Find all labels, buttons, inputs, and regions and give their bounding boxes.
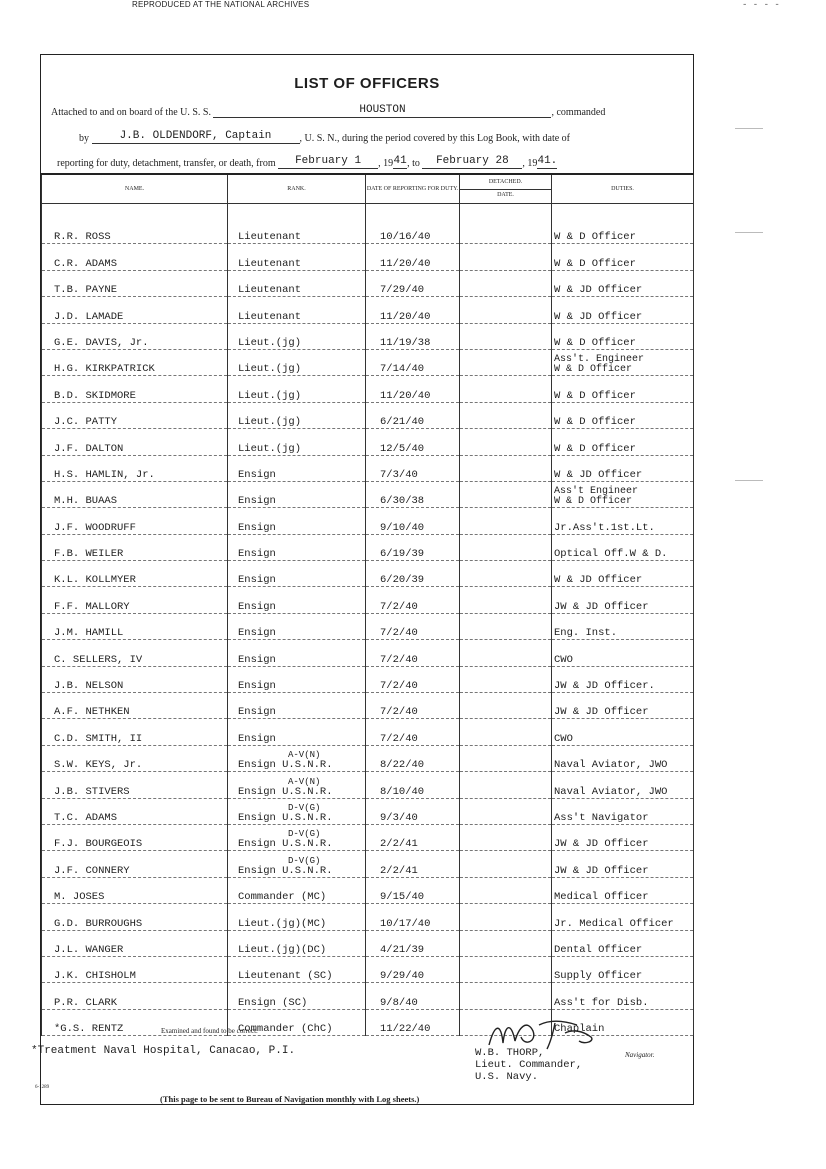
- officer-name: J.K. CHISHOLM: [42, 956, 228, 982]
- reported-date: 7/2/40: [366, 640, 460, 666]
- detached-date: [460, 851, 552, 877]
- table-row: [42, 244, 694, 270]
- reported-date: 6/30/38: [366, 481, 460, 507]
- detached-date: [460, 772, 552, 798]
- detached-date: [460, 270, 552, 296]
- officer-duties: Naval Aviator, JWO: [552, 772, 694, 798]
- detached-date: [460, 323, 552, 349]
- footnote: *Treatment Naval Hospital, Canacao, P.I.: [31, 1045, 296, 1057]
- officer-rank: Ensign: [228, 561, 366, 587]
- officers-body: [42, 204, 694, 1036]
- column-header-detached: [460, 174, 552, 204]
- to-word: , to: [407, 158, 420, 169]
- log-page: [31, 54, 694, 1105]
- table-row: [42, 824, 694, 850]
- officer-duties: W & D Officer: [552, 429, 694, 455]
- officer-rank: [228, 798, 366, 824]
- officer-name: J.B. STIVERS: [42, 772, 228, 798]
- officer-rank: Lieutenant (SC): [228, 956, 366, 982]
- officer-duties: W & D Officer: [552, 218, 694, 244]
- officer-name: R.R. ROSS: [42, 218, 228, 244]
- officer-name: C.D. SMITH, II: [42, 719, 228, 745]
- officer-name: F.F. MALLORY: [42, 587, 228, 613]
- officer-name: K.L. KOLLMYER: [42, 561, 228, 587]
- reported-date: 9/29/40: [366, 956, 460, 982]
- reported-date: 7/14/40: [366, 349, 460, 375]
- table-row: [42, 402, 694, 428]
- table-row: [42, 218, 694, 244]
- officer-duties: W & JD Officer: [552, 270, 694, 296]
- form-number: 6-1289: [35, 1085, 50, 1090]
- table-row: [42, 455, 694, 481]
- detached-date: [460, 824, 552, 850]
- reported-date: 7/29/40: [366, 270, 460, 296]
- period-line-prefix: reporting for duty, detachment, transfer, or death, from: [57, 158, 276, 169]
- reported-date: 9/8/40: [366, 983, 460, 1009]
- officer-name: T.B. PAYNE: [42, 270, 228, 296]
- officer-rank: Ensign: [228, 719, 366, 745]
- table-row: [42, 930, 694, 956]
- detached-date: [460, 983, 552, 1009]
- table-row: [42, 666, 694, 692]
- officer-name: F.B. WEILER: [42, 534, 228, 560]
- signer-name: W.B. THORP,: [475, 1047, 545, 1059]
- page-title: LIST OF OFFICERS: [294, 75, 440, 92]
- officer-name: G.E. DAVIS, Jr.: [42, 323, 228, 349]
- officer-rank: Lieut.(jg): [228, 402, 366, 428]
- detached-date: [460, 904, 552, 930]
- officer-duties: Optical Off.W & D.: [552, 534, 694, 560]
- signer-rank: Lieut. Commander,: [475, 1059, 583, 1071]
- officer-duties: W & D Officer: [552, 402, 694, 428]
- table-row: [42, 956, 694, 982]
- officer-duties: Ass't for Disb.: [552, 983, 694, 1009]
- table-row: [42, 613, 694, 639]
- officer-rank: Lieut.(jg)(MC): [228, 904, 366, 930]
- officer-duties: JW & JD Officer: [552, 824, 694, 850]
- detached-date: [460, 376, 552, 402]
- table-row: [42, 640, 694, 666]
- table-row: [42, 270, 694, 296]
- detached-date: [460, 508, 552, 534]
- table-row: [42, 851, 694, 877]
- officer-duties: W & D Officer: [552, 244, 694, 270]
- detached-date: [460, 429, 552, 455]
- officer-rank: Lieut.(jg): [228, 429, 366, 455]
- table-row: [42, 508, 694, 534]
- officer-duties: Eng. Inst.: [552, 613, 694, 639]
- to-date: February 28: [422, 155, 522, 169]
- officer-rank: Ensign: [228, 693, 366, 719]
- officer-name: S.W. KEYS, Jr.: [42, 745, 228, 771]
- officer-rank: Lieut.(jg): [228, 349, 366, 375]
- table-header-row: [42, 174, 694, 204]
- officer-rank: Ensign: [228, 613, 366, 639]
- officer-name: M.H. BUAAS: [42, 481, 228, 507]
- table-row: [42, 745, 694, 771]
- detached-date: [460, 798, 552, 824]
- reported-date: 6/21/40: [366, 402, 460, 428]
- officer-name: A.F. NETHKEN: [42, 693, 228, 719]
- detached-date: [460, 930, 552, 956]
- officer-rank: [228, 824, 366, 850]
- officer-rank: Ensign: [228, 534, 366, 560]
- reported-date: 12/5/40: [366, 429, 460, 455]
- period-line: [51, 155, 685, 169]
- column-header-reported: DATE OF REPORTING FOR DUTY.: [366, 174, 460, 204]
- reported-date: 6/19/39: [366, 534, 460, 560]
- reported-date: 10/17/40: [366, 904, 460, 930]
- signer-service: U.S. Navy.: [475, 1071, 539, 1083]
- rank-text: Ensign U.S.N.R.: [238, 785, 333, 798]
- cut-mark: [735, 128, 763, 129]
- reported-date: 6/20/39: [366, 561, 460, 587]
- reported-date: 2/2/41: [366, 824, 460, 850]
- detached-date: [460, 534, 552, 560]
- officer-duties: W & D Officer: [552, 376, 694, 402]
- officer-rank: Ensign: [228, 666, 366, 692]
- table-row: [42, 376, 694, 402]
- officer-name: J.F. DALTON: [42, 429, 228, 455]
- officer-duties: JW & JD Officer.: [552, 666, 694, 692]
- reported-date: 4/21/39: [366, 930, 460, 956]
- reported-date: 8/10/40: [366, 772, 460, 798]
- bottom-note: (This page to be sent to Bureau of Navigation monthly with Log sheets.): [160, 1094, 420, 1104]
- detached-date-label: DATE.: [460, 189, 551, 199]
- column-header-duties: DUTIES.: [552, 174, 694, 204]
- officer-name: C. SELLERS, IV: [42, 640, 228, 666]
- officer-rank: Commander (MC): [228, 877, 366, 903]
- detached-date: [460, 481, 552, 507]
- table-row: [42, 877, 694, 903]
- commander-line: [51, 130, 685, 144]
- officer-rank: Ensign: [228, 455, 366, 481]
- reported-date: 7/2/40: [366, 587, 460, 613]
- reported-date: 9/10/40: [366, 508, 460, 534]
- table-row: [42, 323, 694, 349]
- officer-rank: Lieut.(jg)(DC): [228, 930, 366, 956]
- officer-name: J.D. LAMADE: [42, 297, 228, 323]
- commander-line-prefix: by: [79, 133, 89, 144]
- rank-text: Ensign U.S.N.R.: [238, 864, 333, 877]
- officer-rank: Ensign: [228, 587, 366, 613]
- officer-rank: Lieutenant: [228, 244, 366, 270]
- officer-duties: JW & JD Officer: [552, 693, 694, 719]
- detached-date: [460, 719, 552, 745]
- officer-name: *G.S. RENTZ: [42, 1009, 228, 1035]
- side-marks: - - - -: [742, 0, 780, 10]
- reported-date: 10/16/40: [366, 218, 460, 244]
- navigator-label: Navigator.: [625, 1051, 655, 1059]
- reported-date: 9/15/40: [366, 877, 460, 903]
- detached-date: [460, 613, 552, 639]
- officer-name: T.C. ADAMS: [42, 798, 228, 824]
- to-year: 41.: [537, 155, 558, 167]
- year-prefix-2: , 19: [522, 158, 538, 169]
- officer-duties: JW & JD Officer: [552, 851, 694, 877]
- from-year: 41: [393, 155, 407, 167]
- detached-date: [460, 297, 552, 323]
- commander-name: J.B. OLDENDORF, Captain: [92, 130, 300, 144]
- table-row: [42, 798, 694, 824]
- officer-rank: Ensign (SC): [228, 983, 366, 1009]
- detached-date: [460, 693, 552, 719]
- commander-line-suffix: , U. S. N., during the period covered by this Log Book, with date of: [299, 133, 571, 144]
- officer-rank: Lieutenant: [228, 297, 366, 323]
- rank-note: A-V(N): [288, 776, 321, 787]
- rank-note: A-V(N): [288, 750, 321, 761]
- archive-header: REPRODUCED AT THE NATIONAL ARCHIVES: [132, 0, 310, 9]
- table-row: [42, 561, 694, 587]
- reported-date: 11/22/40: [366, 1009, 460, 1035]
- rank-text: Ensign U.S.N.R.: [238, 759, 333, 772]
- officer-name: H.S. HAMLIN, Jr.: [42, 455, 228, 481]
- detached-date: [460, 455, 552, 481]
- rank-note: D-V(G): [288, 802, 321, 813]
- duty-line-1: Ass't Engineer: [554, 486, 639, 498]
- officer-rank: Lieutenant: [228, 270, 366, 296]
- reported-date: 7/2/40: [366, 666, 460, 692]
- rank-text: Ensign U.S.N.R.: [238, 811, 333, 824]
- reported-date: 7/2/40: [366, 613, 460, 639]
- table-row: [42, 587, 694, 613]
- reported-date: 11/19/38: [366, 323, 460, 349]
- detached-date: [460, 956, 552, 982]
- ship-name: HOUSTON: [213, 104, 551, 118]
- officer-rank: [228, 772, 366, 798]
- table-row: [42, 904, 694, 930]
- rank-text: Ensign U.S.N.R.: [238, 838, 333, 851]
- duty-line-2: W & D Officer: [554, 496, 633, 508]
- reported-date: 11/20/40: [366, 297, 460, 323]
- detached-date: [460, 402, 552, 428]
- officer-duties: Ass't Navigator: [552, 798, 694, 824]
- table-row: [42, 534, 694, 560]
- officer-duties: Jr. Medical Officer: [552, 904, 694, 930]
- officer-duties: W & JD Officer: [552, 455, 694, 481]
- officer-duties: Jr.Ass't.1st.Lt.: [552, 508, 694, 534]
- detached-date: [460, 745, 552, 771]
- officer-duties: W & JD Officer: [552, 561, 694, 587]
- detached-label: DETACHED.: [488, 179, 523, 185]
- ship-line-prefix: Attached to and on board of the U. S. S.: [51, 107, 211, 118]
- table-row: [42, 297, 694, 323]
- duty-line-1: Ass't. Engineer: [554, 354, 645, 366]
- officer-name: J.F. CONNERY: [42, 851, 228, 877]
- officer-duties: W & JD Officer: [552, 297, 694, 323]
- officer-duties: [552, 349, 694, 375]
- officer-duties: Supply Officer: [552, 956, 694, 982]
- officer-name: J.B. NELSON: [42, 666, 228, 692]
- detached-date: [460, 877, 552, 903]
- table-row: [42, 983, 694, 1009]
- officer-rank: Ensign: [228, 508, 366, 534]
- officer-duties: Naval Aviator, JWO: [552, 745, 694, 771]
- officer-duties: [552, 481, 694, 507]
- ship-line: [51, 104, 685, 118]
- officer-name: J.L. WANGER: [42, 930, 228, 956]
- officer-duties: JW & JD Officer: [552, 587, 694, 613]
- from-date: February 1: [278, 155, 378, 169]
- officer-duties: Chaplain: [552, 1009, 694, 1035]
- reported-date: 8/22/40: [366, 745, 460, 771]
- rank-note: D-V(G): [288, 855, 321, 866]
- examined-note: Examined and found to be correct.: [161, 1027, 258, 1035]
- officer-duties: Medical Officer: [552, 877, 694, 903]
- officer-duties: CWO: [552, 719, 694, 745]
- officer-rank: [228, 745, 366, 771]
- spacer-row: [42, 204, 694, 219]
- table-row: [42, 349, 694, 375]
- officer-duties: Dental Officer: [552, 930, 694, 956]
- table-row: [42, 693, 694, 719]
- officer-name: B.D. SKIDMORE: [42, 376, 228, 402]
- officer-duties: CWO: [552, 640, 694, 666]
- year-prefix-1: , 19: [378, 158, 394, 169]
- duty-line-2: W & D Officer: [554, 364, 633, 376]
- detached-date: [460, 218, 552, 244]
- officers-table: [41, 173, 694, 1036]
- reported-date: 7/2/40: [366, 693, 460, 719]
- reported-date: 2/2/41: [366, 851, 460, 877]
- detached-date: [460, 244, 552, 270]
- column-header-rank: RANK.: [228, 174, 366, 204]
- table-row: [42, 719, 694, 745]
- reported-date: 9/3/40: [366, 798, 460, 824]
- rank-note: D-V(G): [288, 829, 321, 840]
- officer-name: J.F. WOODRUFF: [42, 508, 228, 534]
- officer-rank: Ensign: [228, 640, 366, 666]
- detached-date: [460, 561, 552, 587]
- detached-date: [460, 666, 552, 692]
- ship-line-suffix: , commanded: [551, 107, 606, 118]
- detached-date: [460, 640, 552, 666]
- officer-rank: Commander (ChC): [228, 1009, 366, 1035]
- officer-rank: Ensign: [228, 481, 366, 507]
- officer-name: G.D. BURROUGHS: [42, 904, 228, 930]
- reported-date: 7/3/40: [366, 455, 460, 481]
- officer-rank: Lieutenant: [228, 218, 366, 244]
- officer-rank: Lieut.(jg): [228, 323, 366, 349]
- signature-block: [475, 1047, 582, 1083]
- officer-name: J.M. HAMILL: [42, 613, 228, 639]
- reported-date: 11/20/40: [366, 244, 460, 270]
- officer-name: M. JOSES: [42, 877, 228, 903]
- officer-rank: Lieut.(jg): [228, 376, 366, 402]
- officer-name: H.G. KIRKPATRICK: [42, 349, 228, 375]
- officer-rank: [228, 851, 366, 877]
- table-row: [42, 481, 694, 507]
- officer-name: C.R. ADAMS: [42, 244, 228, 270]
- officer-name: P.R. CLARK: [42, 983, 228, 1009]
- officer-name: F.J. BOURGEOIS: [42, 824, 228, 850]
- cut-mark: [735, 232, 763, 233]
- cut-mark: [735, 480, 763, 481]
- officer-name: J.C. PATTY: [42, 402, 228, 428]
- detached-date: [460, 587, 552, 613]
- detached-date: [460, 349, 552, 375]
- reported-date: 11/20/40: [366, 376, 460, 402]
- column-header-name: NAME.: [42, 174, 228, 204]
- table-row: [42, 429, 694, 455]
- reported-date: 7/2/40: [366, 719, 460, 745]
- officer-duties: W & D Officer: [552, 323, 694, 349]
- table-row: [42, 772, 694, 798]
